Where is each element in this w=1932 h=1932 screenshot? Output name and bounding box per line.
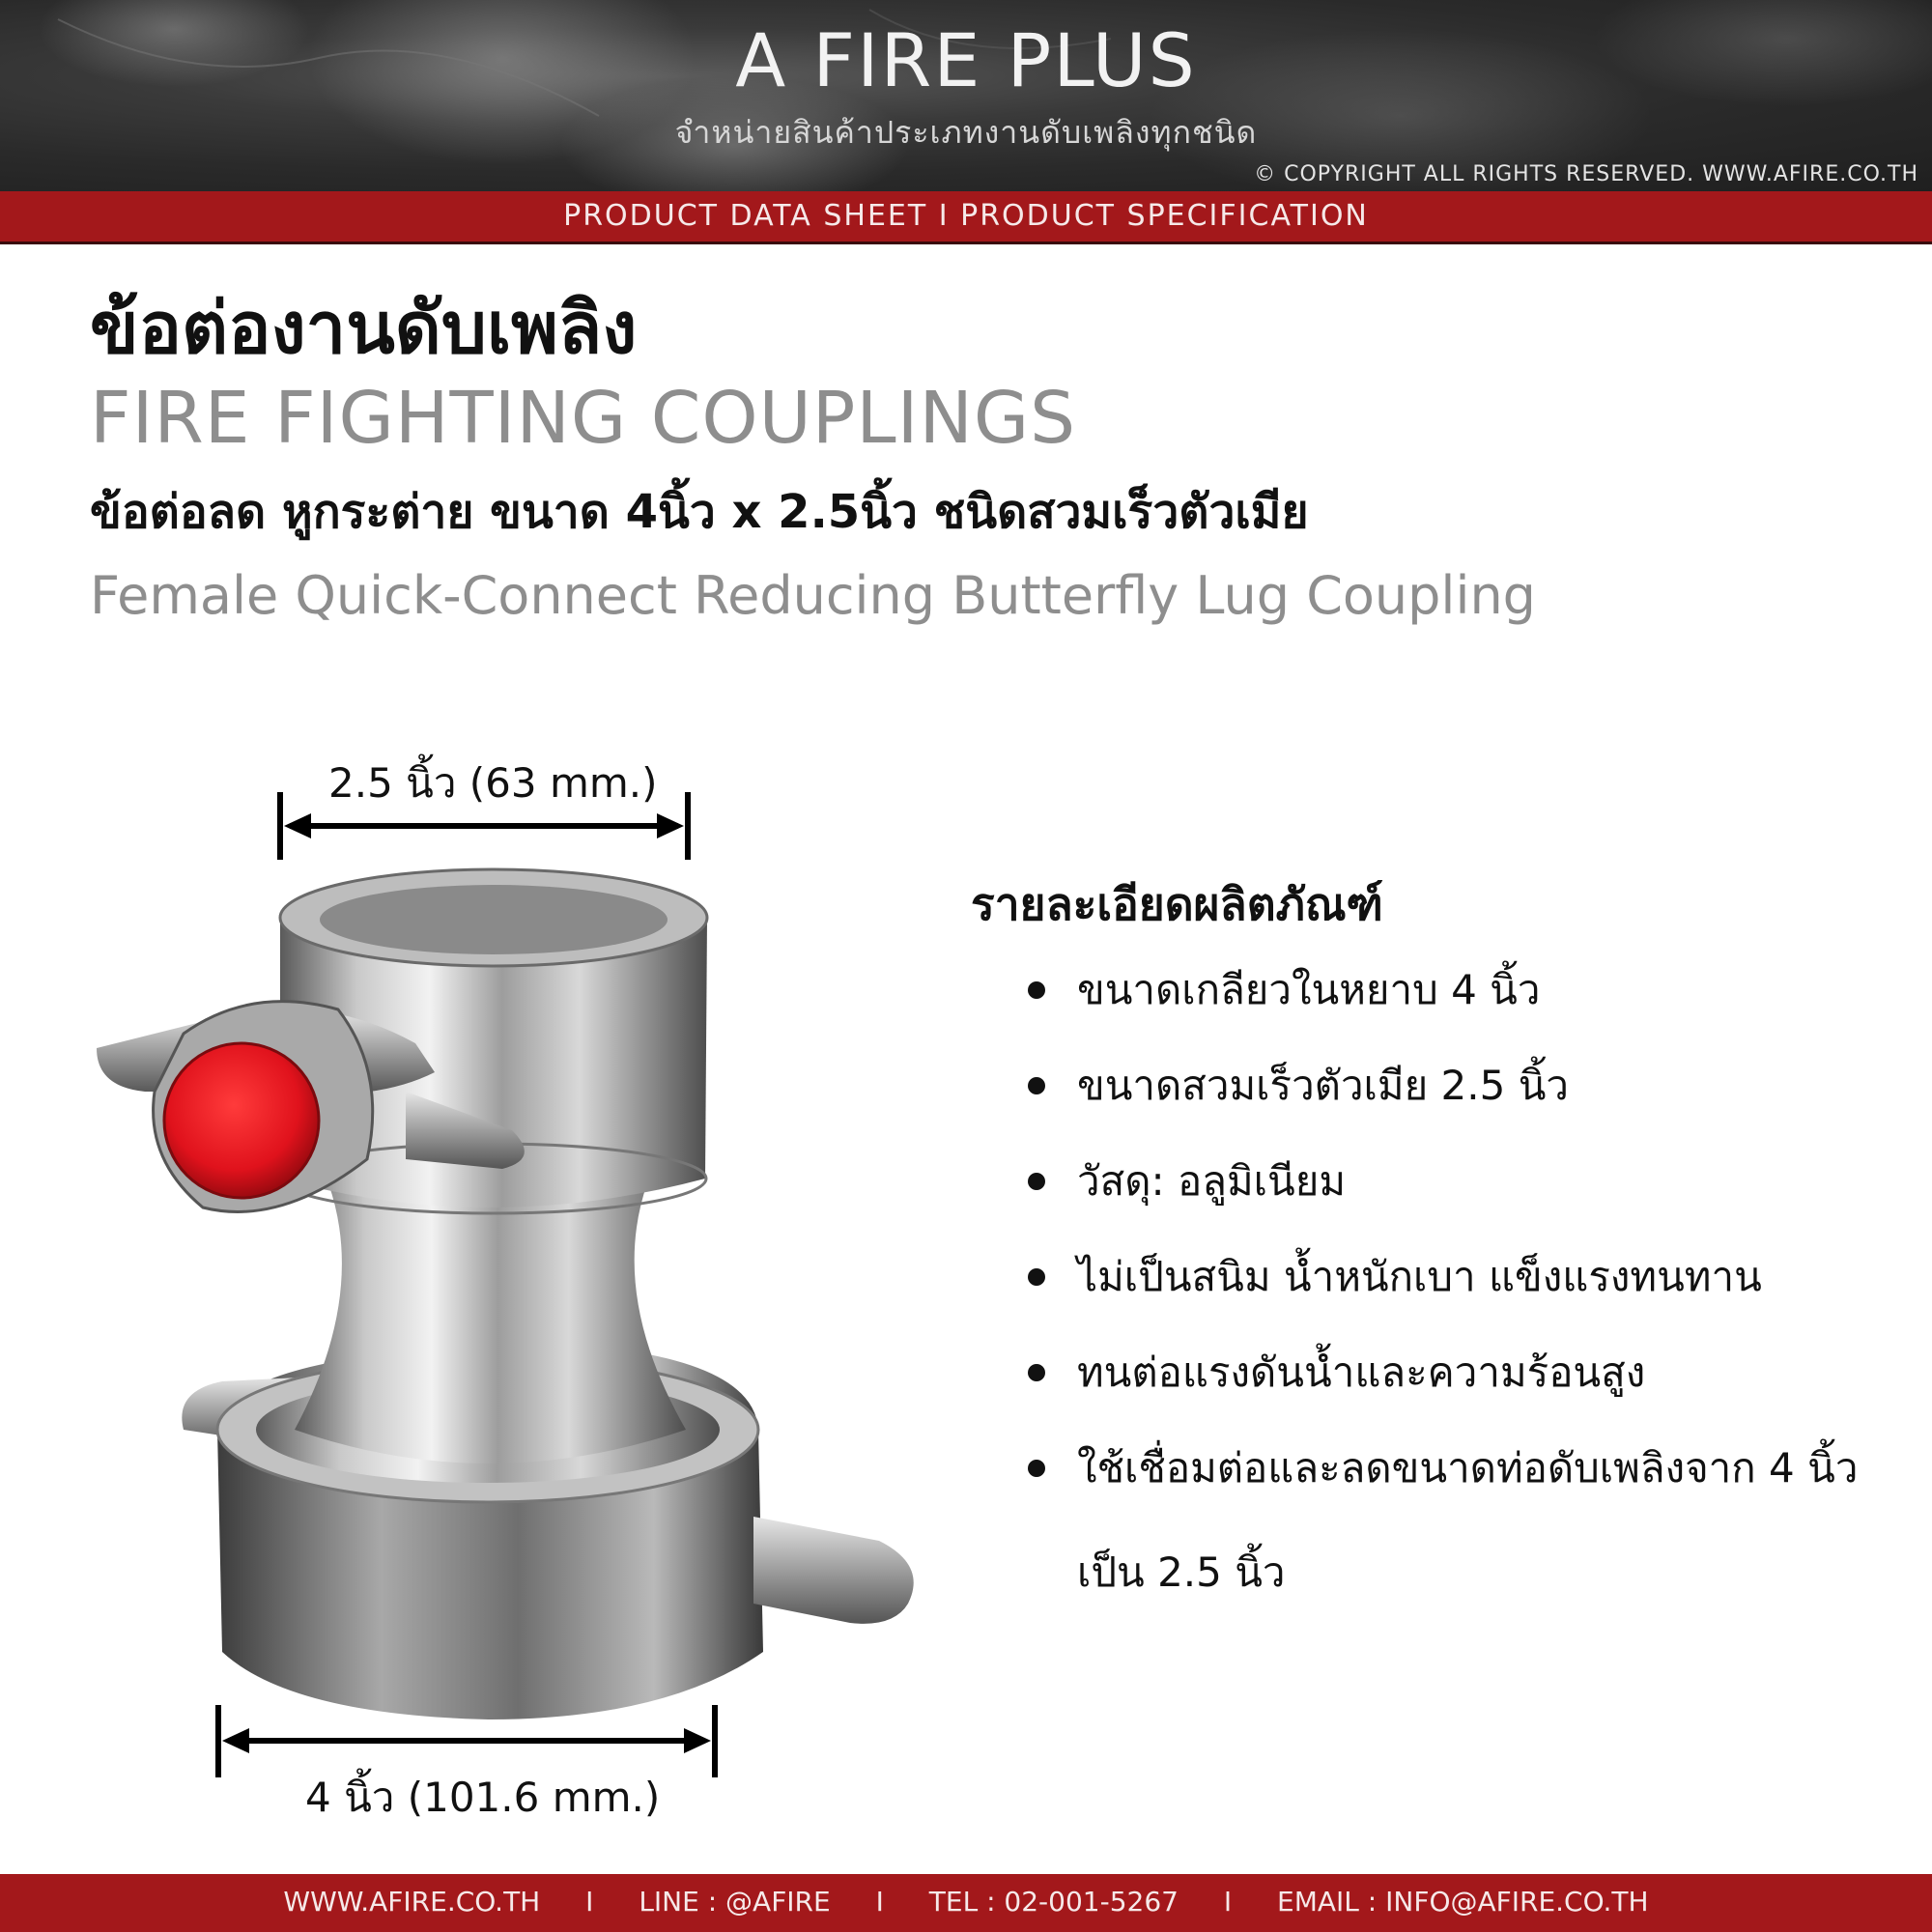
footer-separator: I [875,1886,884,1918]
details-heading: รายละเอียดผลิตภัณฑ์ [971,878,1383,930]
list-item [1024,947,1874,1042]
footer-email-link[interactable]: EMAIL : INFO@AFIRE.CO.TH [1277,1886,1649,1918]
list-item [1024,1425,1874,1625]
bullet-icon [1028,1173,1045,1190]
category-title-thai: ข้อต่องานดับเพลิง [90,287,638,370]
dimension-label-top: 2.5 นิ้ว (63 mm.) [328,759,658,807]
footer-website-link[interactable]: WWW.AFIRE.CO.TH [283,1886,541,1918]
bullet-icon [1028,1268,1045,1286]
bullet-icon [1028,981,1045,999]
footer-phone[interactable]: TEL : 02-001-5267 [928,1886,1179,1918]
footer-contacts [0,1886,1932,1918]
brand-tagline: จำหน่ายสินค้าประเภทงานดับเพลิงทุกชนิด [674,114,1258,151]
footer-line-id[interactable]: LINE : @AFIRE [639,1886,831,1918]
detail-text: ใช้เชื่อมต่อและลดขนาดท่อดับเพลิงจาก 4 นิ้ว เป็น 2.5 นิ้ว [1077,1444,1859,1596]
footer [0,1874,1932,1932]
product-photo [87,753,937,1826]
product-name-thai: ข้อต่อลด หูกระต่าย ขนาด 4นิ้ว x 2.5นิ้ว ชนิดสวมเร็วตัวเมีย [90,485,1309,539]
detail-text: ขนาดเกลียวในหยาบ 4 นิ้ว [1077,966,1541,1013]
detail-text: วัสดุ: อลูมิเนียม [1077,1157,1347,1205]
detail-text: ขนาดสวมเร็วตัวเมีย 2.5 นิ้ว [1077,1062,1569,1109]
detail-text: ไม่เป็นสนิม น้ำหนักเบา แข็งแรงทนทาน [1077,1253,1762,1300]
dimension-label-bottom: 4 นิ้ว (101.6 mm.) [305,1774,661,1821]
copyright-notice: © COPYRIGHT ALL RIGHTS RESERVED. WWW.AFIRE.CO.TH [1254,162,1918,186]
brand-name: A FIRE PLUS [735,17,1197,103]
category-title-english: FIRE FIGHTING COUPLINGS [90,377,1077,460]
list-item [1024,1329,1874,1425]
spec-banner [0,191,1932,244]
bullet-icon [1028,1077,1045,1094]
list-item [1024,1234,1874,1329]
bullet-icon [1028,1460,1045,1477]
footer-separator: I [1223,1886,1233,1918]
product-name-english: Female Quick-Connect Reducing Butterfly Lug Coupling [90,565,1536,626]
spec-banner-text: PRODUCT DATA SHEET I PRODUCT SPECIFICATION [563,199,1369,233]
list-item [1024,1138,1874,1234]
header [0,0,1932,191]
details-list [1024,947,1874,1625]
dimension-arrow-top [280,792,688,860]
bullet-icon [1028,1364,1045,1381]
list-item [1024,1042,1874,1138]
footer-separator: I [585,1886,594,1918]
detail-text: ทนต่อแรงดันน้ำและความร้อนสูง [1077,1349,1646,1396]
